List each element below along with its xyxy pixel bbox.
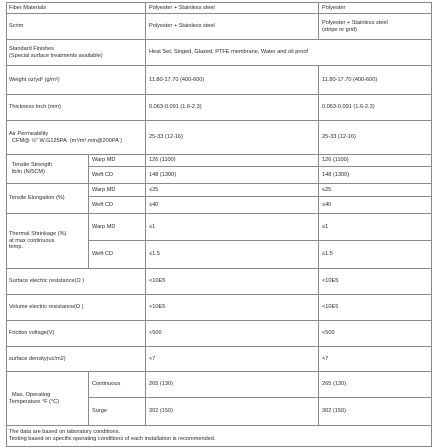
air-label-line1: Air Permeability (9, 130, 49, 137)
surface-density-value-2: <7 (319, 347, 432, 372)
volume-resistance-value-1: <10E5 (146, 295, 319, 321)
shrinkage-label-line1: Thermal Shrinkage (%) (9, 230, 67, 237)
fiber-materials-label: Fiber Materials (7, 3, 146, 14)
weight-row (7, 66, 432, 95)
operating-continuous-row (7, 372, 432, 398)
operating-continuous-label: Continuous (89, 372, 146, 398)
header-row (7, 3, 432, 14)
thickness-row (7, 95, 432, 121)
air-permeability-row (7, 121, 432, 155)
surface-density-row (7, 347, 432, 372)
elongation-warp-value-1: ≤25 (146, 184, 319, 197)
air-label-line3: (m³/m².min@200PA ) (69, 137, 123, 144)
scrim-row (7, 14, 432, 40)
finishes-label-line2: (Special surface treatments available) (9, 52, 103, 59)
volume-resistance-value-2: <10E5 (319, 295, 432, 321)
surface-density-label: surface density(uc/m2) (7, 347, 146, 372)
scrim-value-2 (319, 14, 432, 40)
elongation-weft-value-2: ≤40 (319, 197, 432, 214)
air-value-2: 25-33 (12-16) (319, 121, 432, 155)
weight-value-2: 11.80-17.70 (400-600) (319, 66, 432, 95)
surface-resistance-label: Surface electric resistance(Ω ) (7, 269, 146, 295)
weight-value-1: 11.80-17.70 (400-600) (146, 66, 319, 95)
shrinkage-label-line2: at max continuous (9, 237, 55, 244)
tensile-warp-value-2: 126 (1100) (319, 155, 432, 167)
operating-surge-label: Surge (89, 398, 146, 426)
elongation-warp-label: Warp MD (89, 184, 146, 197)
elongation-weft-value-1: ≤40 (146, 197, 319, 214)
scrim-value-2-line1: Polyester + Stainless steel (322, 19, 388, 26)
friction-voltage-row (7, 321, 432, 347)
tensile-weft-label: Weft CD (89, 167, 146, 184)
volume-resistance-label: Volume electric resistance(Ω ) (7, 295, 146, 321)
tensile-label-line1: Tensile Strength (12, 162, 53, 169)
shrinkage-warp-value-2: ≤1 (319, 214, 432, 241)
finishes-label-line1: Standard Finishes (9, 45, 55, 52)
scrim-value-2-line2: (stripe or grid) (322, 26, 357, 33)
thickness-value-1: 0.063-0.091 (1.6-2.3) (146, 95, 319, 121)
surface-density-value-1: <7 (146, 347, 319, 372)
shrinkage-warp-row (7, 214, 432, 241)
shrinkage-weft-value-2: ≤1.5 (319, 241, 432, 269)
operating-continuous-value-2: 265 (130) (319, 372, 432, 398)
tensile-strength-label (7, 155, 89, 184)
shrinkage-label-line3: temp. (9, 244, 23, 251)
elongation-warp-row (7, 184, 432, 197)
tensile-label-line2: lb/in (N/5CM) (12, 169, 45, 175)
weight-label: Weight oz/yd² (g/m²) (7, 66, 146, 95)
shrinkage-warp-value-1: ≤1 (146, 214, 319, 241)
notes (7, 426, 432, 447)
shrinkage-warp-label: Warp MD (89, 214, 146, 241)
tensile-warp-label: Warp MD (89, 155, 146, 167)
elongation-label: Tensile Elongation (%) (7, 184, 89, 214)
finishes-label (7, 40, 146, 66)
operating-surge-value-1: 302 (150) (146, 398, 319, 426)
scrim-value-1: Polyester + Stainless steel (146, 14, 319, 40)
thickness-value-2: 0.063-0.091 (1.6-2.3) (319, 95, 432, 121)
surface-resistance-value-1: <10E5 (146, 269, 319, 295)
operating-label-line1: Max. Operating (12, 391, 51, 398)
shrinkage-weft-value-1: ≤1.5 (146, 241, 319, 269)
elongation-warp-value-2: ≤25 (319, 184, 432, 197)
operating-temperature-label (7, 372, 89, 426)
air-label-line2: CFM@ ½" W.G125PA (12, 137, 67, 144)
volume-resistance-row (7, 295, 432, 321)
air-value-1: 25-33 (12-16) (146, 121, 319, 155)
finishes-row (7, 40, 432, 66)
fiber-col3-value: Polyester + Stainless steel (146, 3, 319, 14)
finishes-value: Heat Set, Singed, Glazed, PTFE membrane, Water and oil proof (146, 40, 432, 66)
surface-resistance-row (7, 269, 432, 295)
friction-voltage-value-2: <500 (319, 321, 432, 347)
notes-line2: Testing based on specific operating conditions of each installation is recommended. (9, 436, 216, 442)
friction-voltage-value-1: <500 (146, 321, 319, 347)
notes-line1: The data are based on laboratory conditions. (9, 429, 121, 436)
shrinkage-label (7, 214, 89, 269)
tensile-warp-value-1: 126 (1100) (146, 155, 319, 167)
operating-surge-value-2: 302 (150) (319, 398, 432, 426)
scrim-label: Scrim (7, 14, 146, 40)
thickness-label: Thickness Inch (mm) (7, 95, 146, 121)
specification-table (6, 2, 432, 447)
elongation-weft-label: Weft CD (89, 197, 146, 214)
tensile-weft-value-1: 148 (1300) (146, 167, 319, 184)
air-permeability-label (7, 121, 146, 155)
notes-row (7, 426, 432, 447)
shrinkage-weft-label: Weft CD (89, 241, 146, 269)
tensile-weft-value-2: 148 (1300) (319, 167, 432, 184)
surface-resistance-value-2: <10E5 (319, 269, 432, 295)
tensile-warp-row (7, 155, 432, 167)
fiber-col4-value: Polyester (319, 3, 432, 14)
friction-voltage-label: Friction voltage(V) (7, 321, 146, 347)
operating-continuous-value-1: 265 (130) (146, 372, 319, 398)
operating-label-line2: Temperature °F (°C) (9, 398, 60, 405)
